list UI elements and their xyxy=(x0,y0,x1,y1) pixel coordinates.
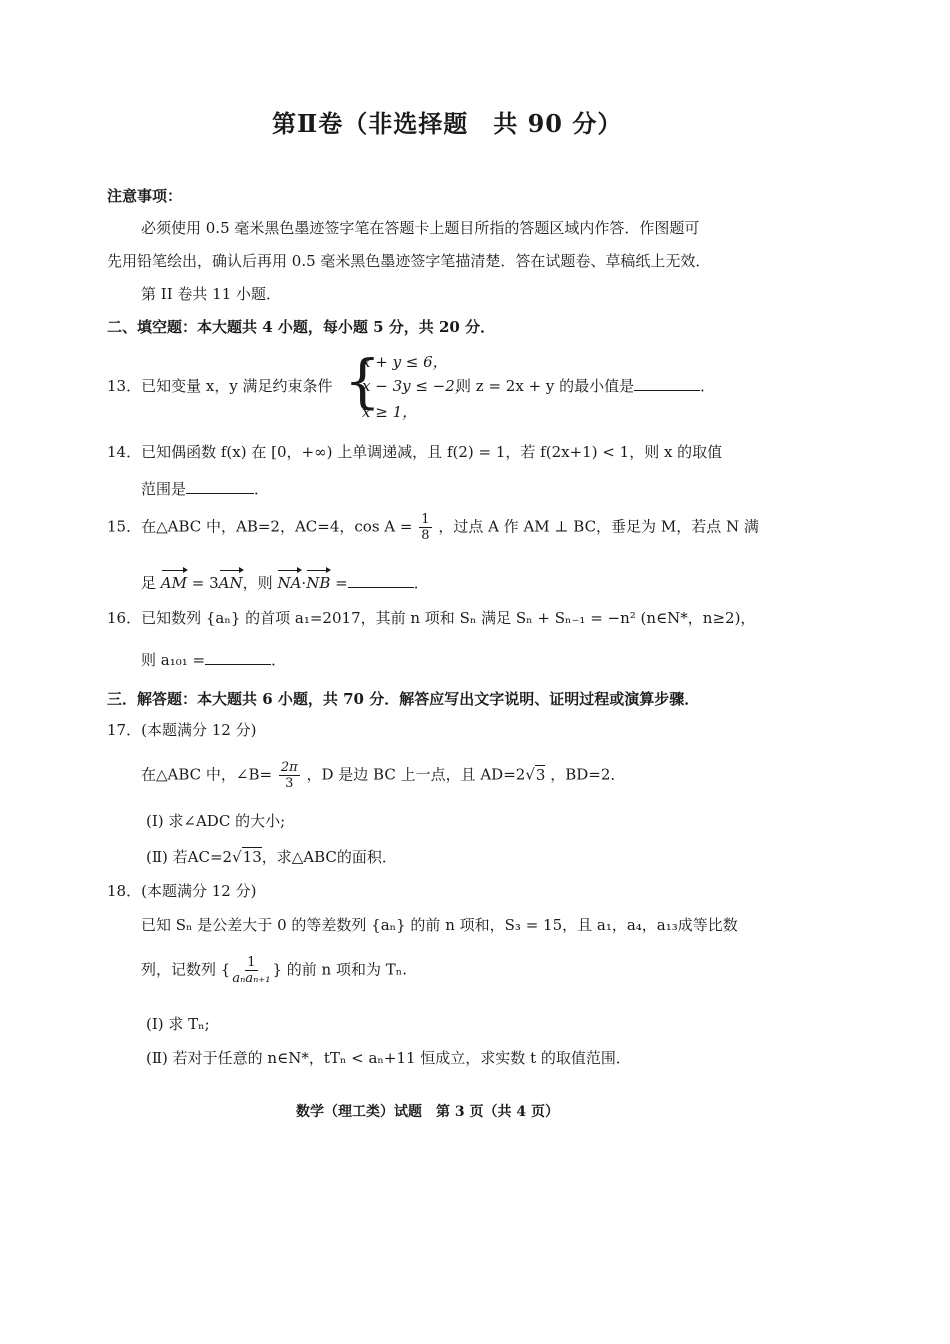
q18-line-1: 已知 Sₙ 是公差大于 0 的等差数列 {aₙ} 的前 n 项和，S₃ = 15，且 a₁，a₄，a₁₃成等比数 xyxy=(141,916,738,934)
q14-line-1: 14．已知偶函数 f(x) 在 [0，+∞) 上单调递减，且 f(2) = 1，若 f(2x+1) < 1，则 x 的取值 xyxy=(107,443,723,461)
q15-l2-a: 足 xyxy=(141,574,157,592)
q17-sub2-b: ，求△ABC的面积． xyxy=(261,848,397,866)
q18-l2-b: } 的前 n 项和为 Tₙ. xyxy=(272,960,407,979)
q14-line-2 xyxy=(141,479,269,499)
q17-head: 17．(本题满分 12 分) xyxy=(107,721,257,739)
q16-end: ． xyxy=(271,651,287,669)
q17-radicand-2: 13 xyxy=(242,848,262,866)
q13-answer-blank xyxy=(634,376,700,391)
q15-end: ． xyxy=(413,574,429,592)
q18-l2-a: 列，记数列 { xyxy=(141,960,231,979)
q17-p2: ，D 是边 BC 上一点，且 AD=2 xyxy=(306,765,526,784)
section-fill-in-heading: 二、填空题：本大题共 4 小题，每小题 5 分，共 20 分． xyxy=(107,318,496,336)
q15-l2-e: = xyxy=(335,574,348,592)
q14-answer-blank xyxy=(186,479,254,494)
q13-constraint-2: x − 3y ≤ −2， xyxy=(362,377,470,395)
q14-line-2-text: 范围是 xyxy=(141,480,187,498)
q13-prefix: 13．已知变量 x，y 满足约束条件 xyxy=(107,377,333,395)
q14-end: ． xyxy=(254,480,270,498)
q15-l2-b: = 3 xyxy=(191,574,219,592)
q15-part-2: ，过点 A 作 AM ⊥ BC，垂足为 M，若点 N 满 xyxy=(438,517,759,536)
q17-fraction xyxy=(279,760,300,791)
q17-sub-1: (Ⅰ) 求∠ADC 的大小; xyxy=(146,812,286,830)
q17-frac-num: 2π xyxy=(280,760,298,775)
notice-line-2: 先用铅笔绘出，确认后再用 0.5 毫米黑色墨迹签字笔描清楚．答在试题卷、草稿纸上无效． xyxy=(107,252,711,270)
notice-heading: 注意事项： xyxy=(107,187,183,205)
q17-p1: 在△ABC 中，∠B= xyxy=(141,765,273,784)
q15-frac-num: 1 xyxy=(421,512,430,527)
q15-line-1 xyxy=(107,512,759,543)
q16-line-1: 16．已知数列 {aₙ} 的首项 a₁=2017，其前 n 项和 Sₙ 满足 Sₙ + Sₙ₋₁ = −n² (n∈N*，n≥2)， xyxy=(107,609,756,627)
q18-sub-2: (Ⅱ) 若对于任意的 n∈N*，tTₙ < aₙ+11 恒成立，求实数 t 的取值范围． xyxy=(146,1049,631,1067)
sqrt-symbol: √ xyxy=(232,848,242,866)
q15-l2-d: · xyxy=(301,574,307,592)
q13-end: ． xyxy=(700,377,716,395)
notice-line-1: 必须使用 0.5 毫米黑色墨迹签字笔在答题卡上题目所指的答题区域内作答．作图题可 xyxy=(141,219,700,237)
page-footer: 数学（理工类）试题 第 3 页（共 4 页） xyxy=(296,1104,559,1120)
q17-p3: ，BD=2． xyxy=(550,765,626,784)
q18-head: 18．(本题满分 12 分) xyxy=(107,882,257,900)
q13-suffix xyxy=(456,376,715,396)
q15-fraction xyxy=(419,512,431,543)
vector-nb: NB xyxy=(306,574,331,592)
q15-line-2 xyxy=(141,573,429,593)
q17-sub-2 xyxy=(146,847,397,867)
vector-am: AM xyxy=(160,574,187,592)
q15-l2-c: ，则 xyxy=(242,574,273,592)
q13-constraint-3: x ≥ 1， xyxy=(362,403,418,421)
q15-answer-blank xyxy=(348,573,414,588)
q17-stem xyxy=(141,760,625,791)
q18-sub-1: (Ⅰ) 求 Tₙ; xyxy=(146,1015,210,1033)
q17-sub2-a: (Ⅱ) 若AC=2 xyxy=(146,848,233,866)
q18-frac-num: 1 xyxy=(247,955,256,970)
q16-answer-blank xyxy=(205,650,271,665)
section-answer-heading: 三．解答题：本大题共 6 小题，共 70 分．解答应写出文字说明、证明过程或演算步骤． xyxy=(107,690,700,708)
q13-constraint-1: x + y ≤ 6， xyxy=(362,353,448,371)
q17-radicand-1: 3 xyxy=(535,765,546,784)
page-title: 第Ⅱ卷（非选择题 共 90 分） xyxy=(272,109,623,138)
q15-part-1: 15．在△ABC 中，AB=2，AC=4，cos A = xyxy=(107,517,413,536)
q17-frac-den: 3 xyxy=(285,776,294,791)
q16-line-2 xyxy=(141,650,286,670)
q13-brace: { xyxy=(344,347,381,415)
q18-frac-den: aₙaₙ₊₁ xyxy=(232,971,271,986)
q15-frac-den: 8 xyxy=(421,528,430,543)
vector-an: AN xyxy=(218,574,243,592)
q13-suffix-text: 则 z = 2x + y 的最小值是 xyxy=(456,377,635,395)
q18-line-2 xyxy=(141,955,407,986)
vector-na: NA xyxy=(277,574,302,592)
sqrt-symbol: √ xyxy=(525,765,535,784)
q16-line-2-text: 则 a₁₀₁ = xyxy=(141,651,206,669)
q18-fraction xyxy=(232,955,270,986)
notice-line-3: 第 II 卷共 11 小题． xyxy=(141,285,282,303)
